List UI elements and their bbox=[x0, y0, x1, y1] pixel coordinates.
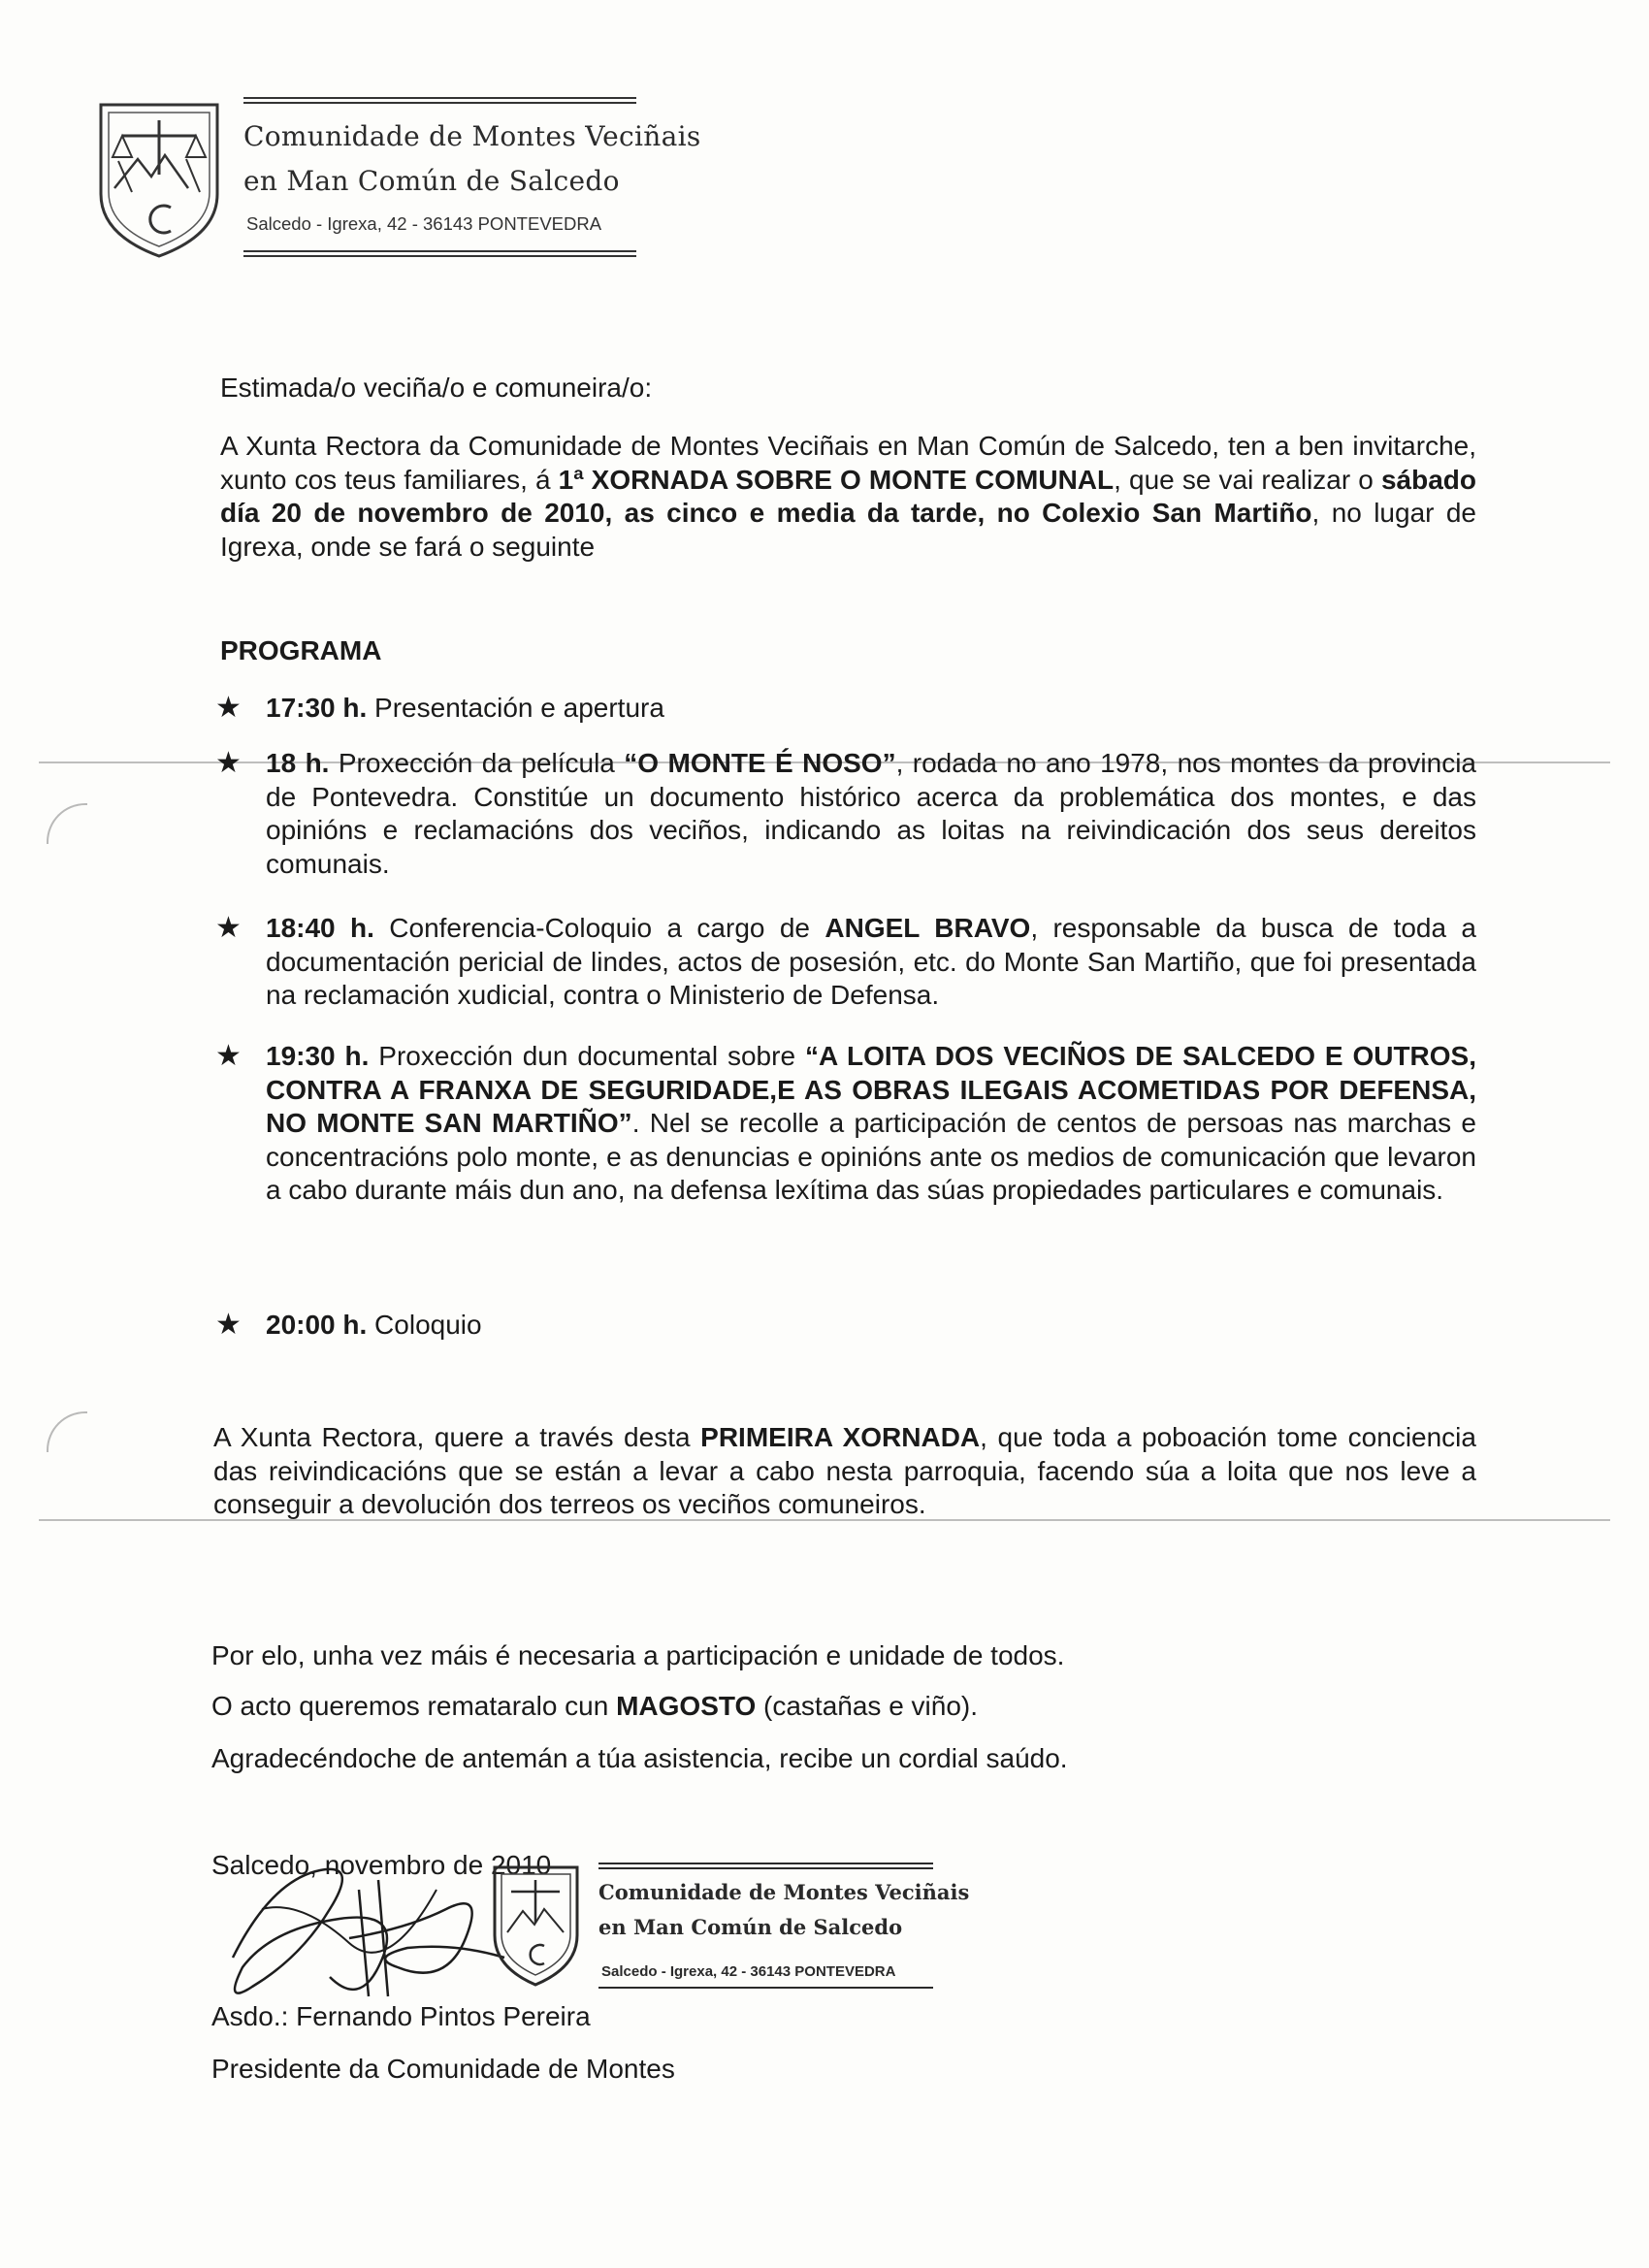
punch-hole-mark bbox=[47, 1411, 87, 1452]
stamp-org-line2: en Man Común de Salcedo bbox=[598, 1915, 903, 1939]
handwritten-signature bbox=[213, 1851, 524, 2016]
punch-hole-mark bbox=[47, 803, 87, 844]
org-name-line1: Comunidade de Montes Veciñais bbox=[243, 120, 701, 152]
signed-by: Asdo.: Fernando Pintos Pereira bbox=[211, 2001, 591, 2031]
stamp-org-line1: Comunidade de Montes Veciñais bbox=[598, 1880, 970, 1904]
star-bullet-icon: ★ bbox=[215, 747, 242, 779]
programa-heading: PROGRAMA bbox=[220, 635, 382, 665]
org-address: Salcedo - Igrexa, 42 - 36143 PONTEVEDRA bbox=[246, 213, 602, 234]
star-bullet-icon: ★ bbox=[215, 692, 242, 724]
magosto-line: O acto queremos remataralo cun MAGOSTO (castañas e viño). bbox=[211, 1691, 979, 1721]
organization-stamp bbox=[490, 1863, 970, 2008]
letterhead bbox=[93, 95, 701, 268]
star-bullet-icon: ★ bbox=[215, 912, 242, 944]
signer-role: Presidente da Comunidade de Montes bbox=[211, 2054, 675, 2084]
salutation: Estimada/o veciña/o e comuneira/o: bbox=[220, 373, 653, 403]
star-bullet-icon: ★ bbox=[215, 1040, 242, 1072]
place-date: Salcedo, novembro de 2010 bbox=[211, 1850, 552, 1880]
participation-line: Por elo, unha vez máis é necesaria a participación e unidade de todos. bbox=[211, 1640, 1065, 1670]
star-bullet-icon: ★ bbox=[215, 1309, 242, 1341]
body-paragraph: A Xunta Rectora, quere a través desta PRIMEIRA XORNADA, que toda a poboación tome conciencia das reivindicacións que se están a levar a cabo nesta parroquia, facendo súa a loita que nos leve a conseguir a devolución dos terreos os veciños comuneiros. bbox=[213, 1422, 1476, 1519]
letter-page: Comunidade de Montes Veciñais en Man Común de Salcedo Salcedo - Igrexa, 42 - 36143 PONTEVEDRA Estimada/o veciña/o e comuneira/o: A Xunta Rectora da Comunidade de Montes Veciñais en Man Común de Salcedo, ten a ben invitarche, xunto cos teus familiares, á 1ª XORNADA SOBRE O MONTE COMUNAL, que se vai realizar o sábado día 20 de novembro de 2010, as cinco e media da tarde, no Colexio San Martiño, no lugar de Igrexa, onde se fará o seguinte PROGRAMA ★ 17:30 h. Presentación e apertura ★ 18 h. Proxección da película “O MONTE É NOSO”, rodada no ano 1978, nos montes da provincia de Pontevedra. Constitúe un documento histórico acerca da problemática dos montes, e das opinións e reclamacións dos veciños, indicando as loitas na reivindicación dos seus dereitos comunais. ★ 18:40 h. Conferencia-Coloquio a cargo de ANGEL BRAVO, responsable da busca de toda a documentación pericial de lindes, actos de posesión, etc. do Monte San Martiño, que foi presentada na reclamación xudicial, contra o Ministerio de Defensa. ★ 19:30 h. Proxección dun documental sobre “A LOITA DOS VECIÑOS DE SALCEDO E OUTROS, CONTRA A FRANXA DE SEGURIDADE,E AS OBRAS ILEGAIS ACOMETIDAS POR DEFENSA, NO MONTE SAN MARTIÑO”. Nel se recolle a participación de centos de persoas nas marchas e concentracións polo monte, e as denuncias e opinións ante os medios de comunicación que levaron a cabo durante máis dun ano, na defensa lexítima das súas propiedades particulares e comunais. ★ 20:00 h. Coloquio A Xunta Rectora, quere a través desta PRIMEIRA XORNADA, que toda a poboación tome conciencia das reivindicacións que se están a levar a cabo nesta parroquia, facendo súa a loita que nos leve a conseguir a devolución dos terreos os veciños comuneiros. Por elo, unha vez máis é necesaria a participación e unidade de todos. O acto queremos remataralo cun MAGOSTO (castañas e viño). Agradecéndoche de antemán a túa asistencia, recibe un cordial saúdo. Salcedo, novembro de 2010 Comunidade de Montes Veciñais en Man Común de Salcedo Salcedo - Igrexa, 42 - 36143 PONTEVEDRA Asdo.: Fernando Pintos Pereira Presidente da Comunidade de Montes bbox=[0, 0, 1649, 2268]
stamp-coat-of-arms-icon bbox=[490, 1863, 582, 1989]
stamp-address: Salcedo - Igrexa, 42 - 36143 PONTEVEDRA bbox=[601, 1963, 896, 1980]
coat-of-arms-icon bbox=[93, 99, 225, 260]
farewell-line: Agradecéndoche de antemán a túa asistencia, recibe un cordial saúdo. bbox=[211, 1743, 1068, 1773]
org-name-line2: en Man Común de Salcedo bbox=[243, 165, 620, 197]
intro-paragraph: A Xunta Rectora da Comunidade de Montes Veciñais en Man Común de Salcedo, ten a ben invitarche, xunto cos teus familiares, á 1ª XORNADA SOBRE O MONTE COMUNAL, que se vai realizar o sábado día 20 de novembro de 2010, as cinco e media da tarde, no Colexio San Martiño, no lugar de Igrexa, onde se fará o seguinte bbox=[220, 431, 1476, 562]
